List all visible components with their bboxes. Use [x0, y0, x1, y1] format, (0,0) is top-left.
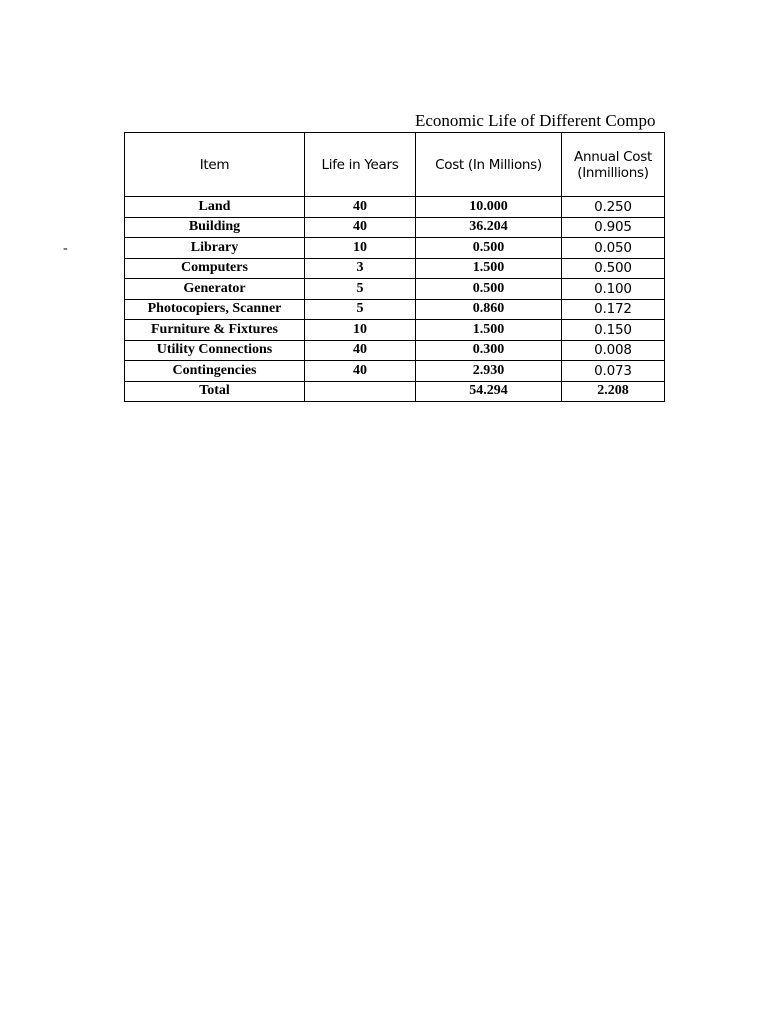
table-row [125, 258, 665, 279]
cell-item: Library [125, 238, 305, 259]
header-cost: Cost (In Millions) [416, 133, 562, 197]
total-cost: 54.294 [416, 381, 562, 402]
table-row [125, 320, 665, 341]
table-row [125, 238, 665, 259]
header-item: Item [125, 133, 305, 197]
cell-item: Building [125, 217, 305, 238]
cell-cost: 0.500 [416, 238, 562, 259]
cell-cost: 36.204 [416, 217, 562, 238]
cell-annual: 0.250 [562, 197, 665, 218]
cell-life: 40 [305, 217, 416, 238]
cell-annual: 0.500 [562, 258, 665, 279]
cell-cost: 1.500 [416, 320, 562, 341]
cell-cost: 0.500 [416, 279, 562, 300]
table-header-row [125, 133, 665, 197]
cell-annual: 0.050 [562, 238, 665, 259]
cell-life: 3 [305, 258, 416, 279]
cell-item: Photocopiers, Scanner [125, 299, 305, 320]
cell-item: Computers [125, 258, 305, 279]
cell-life: 10 [305, 238, 416, 259]
cell-item: Utility Connections [125, 340, 305, 361]
header-annual-cost: Annual Cost (Inmillions) [562, 133, 665, 197]
cell-cost: 1.500 [416, 258, 562, 279]
cell-annual: 0.073 [562, 361, 665, 382]
total-life [305, 381, 416, 402]
economic-life-table [124, 132, 665, 402]
table-row [125, 279, 665, 300]
total-annual: 2.208 [562, 381, 665, 402]
cell-cost: 0.300 [416, 340, 562, 361]
header-life-in-years: Life in Years [305, 133, 416, 197]
margin-dash: - [63, 241, 68, 256]
cell-cost: 0.860 [416, 299, 562, 320]
table-row [125, 217, 665, 238]
cell-life: 5 [305, 299, 416, 320]
cell-life: 5 [305, 279, 416, 300]
cell-annual: 0.172 [562, 299, 665, 320]
total-label: Total [125, 381, 305, 402]
table-total-row [125, 381, 665, 402]
cell-annual: 0.150 [562, 320, 665, 341]
cell-item: Furniture & Fixtures [125, 320, 305, 341]
cell-life: 40 [305, 340, 416, 361]
page-title: Economic Life of Different Compo [415, 111, 656, 130]
cell-cost: 2.930 [416, 361, 562, 382]
cell-item: Land [125, 197, 305, 218]
cell-life: 40 [305, 197, 416, 218]
table-row [125, 197, 665, 218]
cell-item: Contingencies [125, 361, 305, 382]
table-row [125, 299, 665, 320]
cell-life: 10 [305, 320, 416, 341]
cell-annual: 0.100 [562, 279, 665, 300]
cell-annual: 0.905 [562, 217, 665, 238]
table-row [125, 340, 665, 361]
cell-life: 40 [305, 361, 416, 382]
cell-cost: 10.000 [416, 197, 562, 218]
table-row [125, 361, 665, 382]
cell-annual: 0.008 [562, 340, 665, 361]
cell-item: Generator [125, 279, 305, 300]
